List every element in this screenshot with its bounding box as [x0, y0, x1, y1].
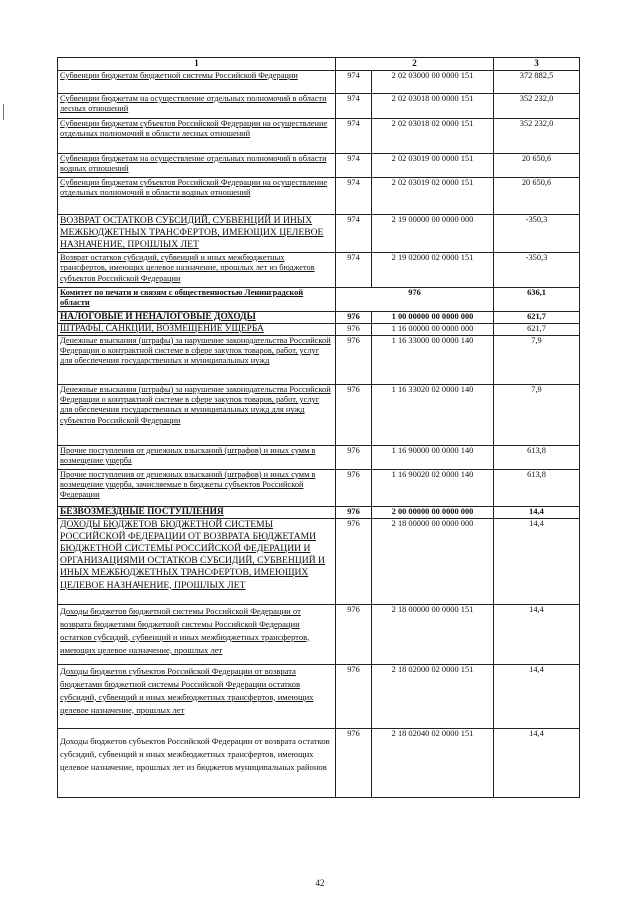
row-name: Субвенции бюджетам на осуществление отдельных полномочий в области лесных отношений — [60, 94, 327, 114]
row-name: Доходы бюджетов субъектов Российской Федерации от возврата остатков субсидий, субвенций и иных межбюджетных трансфертов, имеющих целевое назначение, прошлых лет из бюджетов муниципальных районов — [60, 735, 330, 772]
row-sum: -350,3 — [494, 253, 580, 288]
table-row — [58, 664, 580, 728]
table-row — [58, 335, 580, 384]
row-sum: 621,7 — [494, 312, 580, 324]
row-admin-code: 976 — [336, 518, 372, 604]
row-sum: 372 882,5 — [494, 71, 580, 94]
row-kbk: 2 19 00000 00 0000 000 — [372, 215, 494, 253]
row-name: Субвенции бюджетам на осуществление отдельных полномочий в области водных отношений — [60, 154, 327, 174]
table-row — [58, 324, 580, 336]
row-sum: 352 232,0 — [494, 119, 580, 154]
row-kbk: 2 18 00000 00 0000 000 — [372, 518, 494, 604]
row-admin-code: 976 — [336, 312, 372, 324]
table-row — [58, 469, 580, 506]
row-admin-code: 976 — [336, 324, 372, 336]
row-name: НАЛОГОВЫЕ И НЕНАЛОГОВЫЕ ДОХОДЫ — [60, 312, 256, 322]
row-admin-code: 974 — [336, 71, 372, 94]
row-kbk: 2 18 02000 02 0000 151 — [372, 664, 494, 728]
row-admin-code: 974 — [336, 119, 372, 154]
row-name: ДОХОДЫ БЮДЖЕТОВ БЮДЖЕТНОЙ СИСТЕМЫ РОССИЙСКОЙ ФЕДЕРАЦИИ ОТ ВОЗВРАТА БЮДЖЕТАМИ БЮДЖЕТНОЙ СИСТЕМЫ РОССИЙСКОЙ ФЕДЕРАЦИИ И ОРГАНИЗАЦИЯМИ ОСТАТКОВ СУБСИДИЙ, СУБВЕНЦИЙ И ИНЫХ МЕЖБЮДЖЕТНЫХ ТРАНСФЕРТОВ, ИМЕЮЩИХ ЦЕЛЕВОЕ НАЗНАЧЕНИЕ, ПРОШЛЫХ ЛЕТ — [60, 518, 325, 591]
row-kbk: 1 16 33020 02 0000 140 — [372, 384, 494, 445]
table-row — [58, 384, 580, 445]
row-sum: 621,7 — [494, 324, 580, 336]
row-kbk: 2 02 03018 00 0000 151 — [372, 94, 494, 119]
row-name: ВОЗВРАТ ОСТАТКОВ СУБСИДИЙ, СУБВЕНЦИЙ И ИНЫХ МЕЖБЮДЖЕТНЫХ ТРАНСФЕРТОВ, ИМЕЮЩИХ ЦЕЛЕВОЕ НАЗНАЧЕНИЕ, ПРОШЛЫХ ЛЕТ — [60, 215, 324, 251]
row-admin-code: 976 — [336, 506, 372, 518]
row-admin-code: 976 — [336, 335, 372, 384]
row-admin-code: 974 — [336, 253, 372, 288]
row-admin-code: 974 — [336, 154, 372, 178]
table-row — [58, 312, 580, 324]
row-kbk: 2 02 03019 00 0000 151 — [372, 154, 494, 178]
row-name: Субвенции бюджетам бюджетной системы Российской Федерации — [60, 71, 298, 80]
row-admin-code: 976 — [336, 728, 372, 797]
row-name: БЕЗВОЗМЕЗДНЫЕ ПОСТУПЛЕНИЯ — [60, 506, 224, 517]
page-number: 42 — [315, 878, 325, 888]
table-row — [58, 71, 580, 94]
table-row — [58, 445, 580, 469]
row-kbk: 2 02 03019 02 0000 151 — [372, 178, 494, 215]
row-admin-code: 976 — [336, 288, 494, 312]
row-admin-code: 974 — [336, 178, 372, 215]
row-sum: 7,9 — [494, 335, 580, 384]
row-admin-code: 976 — [336, 664, 372, 728]
row-kbk: 2 18 02040 02 0000 151 — [372, 728, 494, 797]
row-kbk: 2 18 00000 00 0000 151 — [372, 604, 494, 664]
table-row — [58, 253, 580, 288]
table-row — [58, 518, 580, 604]
row-name: Прочие поступления от денежных взысканий (штрафов) и иных сумм в возмещение ущерба — [60, 445, 316, 465]
row-sum: -350,3 — [494, 215, 580, 253]
header-col-3: 3 — [494, 58, 580, 71]
row-name: Доходы бюджетов субъектов Российской Федерации от возврата бюджетами бюджетной системы Российской Федерации остатков субсидий, субвенций и иных межбюджетных трансфертов, имеющих целевое назначение, прошлых лет — [60, 665, 314, 715]
table-row — [58, 119, 580, 154]
row-sum: 20 650,6 — [494, 154, 580, 178]
table-row — [58, 154, 580, 178]
revenue-table — [57, 57, 580, 798]
row-kbk: 1 16 90020 02 0000 140 — [372, 469, 494, 506]
row-sum: 14,4 — [494, 506, 580, 518]
row-admin-code: 976 — [336, 604, 372, 664]
table-row — [58, 604, 580, 664]
row-name: Возврат остатков субсидий, субвенций и иных межбюджетных трансфертов, имеющих целевое назначение, прошлых лет из бюджетов субъектов Российской Федерации — [60, 253, 315, 283]
table-header-row — [58, 58, 580, 71]
row-name: Комитет по печати и связям с общественностью Ленинградской области — [60, 288, 304, 308]
row-name: Доходы бюджетов бюджетной системы Российской Федерации от возврата бюджетами бюджетной системы Российской Федерации остатков субсидий, субвенций и иных межбюджетных трансфертов, имеющих целевое назначение, прошлых лет — [60, 605, 310, 655]
row-kbk: 1 16 33000 00 0000 140 — [372, 335, 494, 384]
row-kbk: 2 02 03000 00 0000 151 — [372, 71, 494, 94]
row-sum: 636,1 — [494, 288, 580, 312]
row-sum: 613,8 — [494, 469, 580, 506]
table-row — [58, 728, 580, 797]
table-row — [58, 288, 580, 312]
row-sum: 352 232,0 — [494, 94, 580, 119]
table-row — [58, 178, 580, 215]
row-name: Денежные взыскания (штрафы) за нарушение законодательства Российской Федерации о контрактной системе в сфере закупок товаров, работ, услуг для обеспечения государственных и муниципальных нужд — [60, 335, 331, 366]
row-sum: 14,4 — [494, 728, 580, 797]
row-name: ШТРАФЫ, САНКЦИИ, ВОЗМЕЩЕНИЕ УЩЕРБА — [60, 324, 264, 334]
row-sum: 613,8 — [494, 445, 580, 469]
row-sum: 7,9 — [494, 384, 580, 445]
row-admin-code: 976 — [336, 469, 372, 506]
row-name: Субвенции бюджетам субъектов Российской Федерации на осуществление отдельных полномочий в области лесных отношений — [60, 119, 328, 139]
row-sum: 14,4 — [494, 518, 580, 604]
row-name: Денежные взыскания (штрафы) за нарушение законодательства Российской Федерации о контрактной системе в сфере закупок товаров, работ, услуг для обеспечения государственных и муниципальных нужд для нужд субъектов Российской Федерации — [60, 384, 331, 425]
table-row — [58, 506, 580, 518]
row-sum: 14,4 — [494, 664, 580, 728]
row-kbk: 2 19 02000 02 0000 151 — [372, 253, 494, 288]
row-kbk: 1 00 00000 00 0000 000 — [372, 312, 494, 324]
row-sum: 20 650,6 — [494, 178, 580, 215]
row-name: Субвенции бюджетам субъектов Российской Федерации на осуществление отдельных полномочий в области водных отношений — [60, 178, 328, 198]
row-kbk: 2 00 00000 00 0000 000 — [372, 506, 494, 518]
row-sum: 14,4 — [494, 604, 580, 664]
row-name: Прочие поступления от денежных взысканий (штрафов) и иных сумм в возмещение ущерба, зачисляемые в бюджеты субъектов Российской Федерации — [60, 469, 316, 500]
row-admin-code: 974 — [336, 94, 372, 119]
header-col-1: 1 — [58, 58, 336, 71]
header-col-2: 2 — [336, 58, 494, 71]
row-admin-code: 976 — [336, 445, 372, 469]
row-kbk: 2 02 03018 02 0000 151 — [372, 119, 494, 154]
row-kbk: 1 16 00000 00 0000 000 — [372, 324, 494, 336]
row-kbk: 1 16 90000 00 0000 140 — [372, 445, 494, 469]
row-admin-code: 976 — [336, 384, 372, 445]
row-admin-code: 974 — [336, 215, 372, 253]
scan-edge-mark — [3, 104, 4, 120]
revenue-table-sheet — [57, 57, 579, 798]
table-row — [58, 215, 580, 253]
table-row — [58, 94, 580, 119]
